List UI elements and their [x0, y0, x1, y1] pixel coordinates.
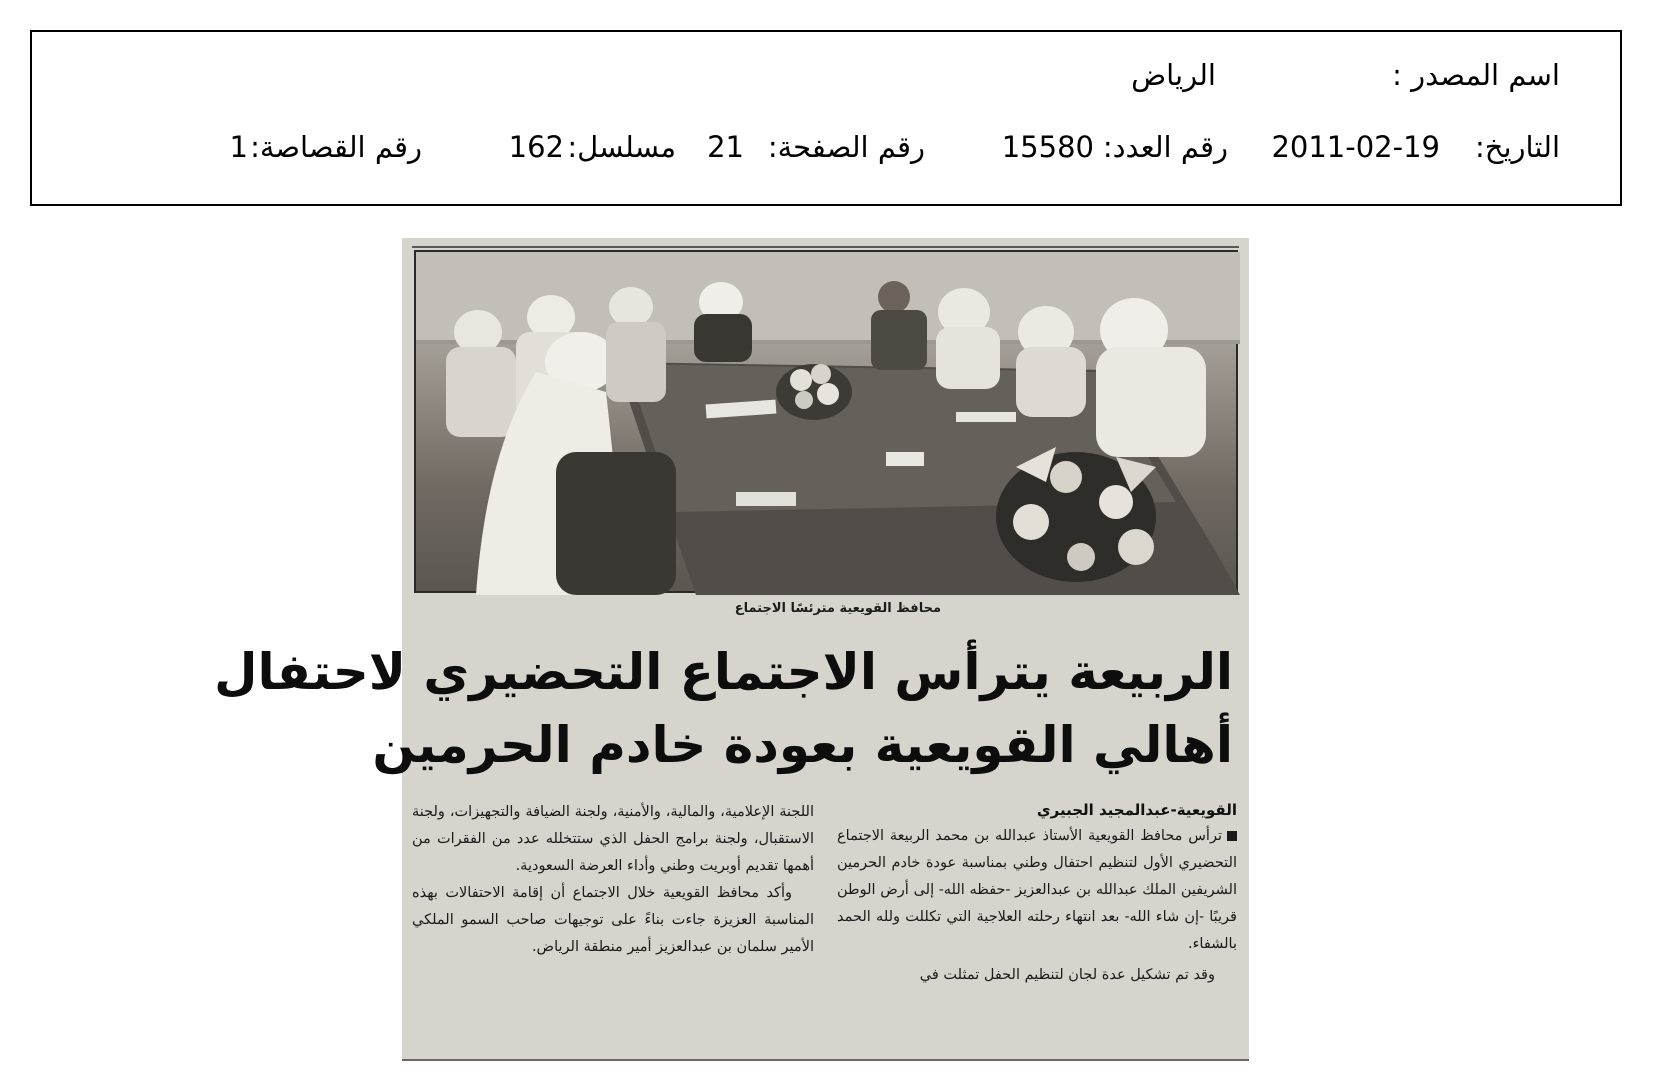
- page-number-value: 21: [707, 130, 744, 164]
- headline-line-2: أهالي القويعية بعودة خادم الحرمين: [372, 716, 1233, 774]
- flowers-front: [996, 447, 1156, 582]
- article-paragraph-text: ترأس محافظ القويعية الأستاذ عبدالله بن محمد الربيعة الاجتماع التحضيري الأول لتنظيم احتفال وطني بمناسبة عودة خادم الحرمين الشريفين الملك عبدالله بن عبدالعزيز -حفظه الله- إلى أرض الوطن قريبًا -إن شاء الله- بعد انتهاء رحلته العلاجية التي تكللت ولله الحمد بالشفاء.: [837, 828, 1237, 952]
- meeting-photo-illustration: [416, 252, 1240, 595]
- article-paragraph: [837, 823, 1237, 958]
- article-paragraph: وقد تم تشكيل عدة لجان لتنظيم الحفل تمثلت في: [919, 967, 1215, 983]
- clipping-info-box: [30, 30, 1622, 206]
- bullet-square-icon: [1227, 831, 1237, 841]
- byline: القويعية-عبدالمجيد الجبيري: [1036, 801, 1237, 819]
- source-label: اسم المصدر :: [1392, 58, 1560, 92]
- people-left: [446, 287, 676, 595]
- issue-label: رقم العدد:: [1102, 130, 1228, 164]
- date-value: 2011-02-19: [1271, 130, 1440, 164]
- date-label: التاريخ:: [1474, 130, 1560, 164]
- serial-value: 162: [508, 130, 564, 164]
- article-column-left: [412, 799, 814, 961]
- flowers-center: [776, 364, 852, 420]
- page-number-label: رقم الصفحة:: [767, 130, 925, 164]
- clip-number-label: رقم القصاصة:: [250, 130, 422, 164]
- serial-label: مسلسل:: [567, 130, 676, 164]
- photo-caption: محافظ القويعية مترئسًا الاجتماع: [734, 601, 941, 616]
- meeting-photo: [414, 250, 1238, 593]
- top-rule: [412, 246, 1239, 248]
- article-paragraph: اللجنة الإعلامية، والمالية، والأمنية، ولجنة الضيافة والتجهيزات، ولجنة الاستقبال، ولجنة برامج الحفل الذي ستتخلله عدد من الفقرات من أهمها تقديم أوبريت وطني وأداء العرضة السعودية.: [412, 804, 814, 874]
- article-column-right: [837, 823, 1237, 989]
- newspaper-clipping: [214, 238, 1249, 1061]
- clip-number-value: 1: [229, 130, 248, 164]
- source-value: الرياض: [1131, 58, 1216, 92]
- bottom-rule: [402, 1059, 1249, 1061]
- issue-value: 15580: [1001, 130, 1094, 164]
- headline-line-1: الربيعة يترأس الاجتماع التحضيري لاحتفال: [214, 643, 1233, 701]
- article-paragraph: وأكد محافظ القويعية خلال الاجتماع أن إقامة الاحتفالات بهذه المناسبة العزيزة جاءت بناءً على توجيهات صاحب السمو الملكي الأمير سلمان بن عبدالعزيز أمير منطقة الرياض.: [412, 885, 814, 955]
